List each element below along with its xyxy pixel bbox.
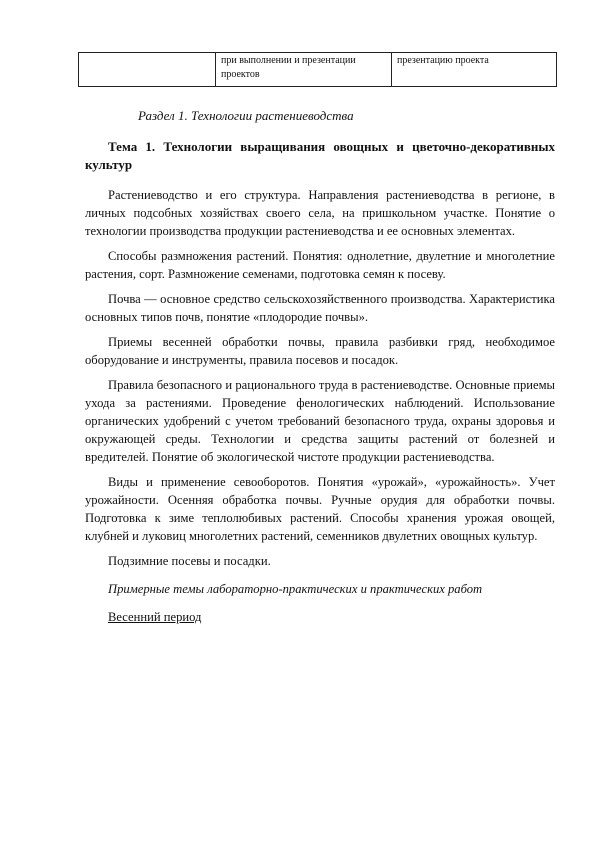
- section-title: Раздел 1. Технологии растениеводства: [138, 108, 354, 123]
- paragraph-1: Растениеводство и его структура. Направления растениеводства в регионе, в личных подсобных хозяйствах своего села, на пришкольном участке. Понятие о технологии производства продукции растениеводства и ее основных элементах.: [85, 188, 555, 238]
- spring-period-paragraph: [85, 608, 555, 626]
- table-cell-3: презентацию проекта: [392, 53, 557, 87]
- table-cell-1: [79, 53, 216, 87]
- practical-heading: Примерные темы лабораторно-практических и практических работ: [108, 582, 483, 596]
- table-cell-2: при выполнении и презентации проектов: [216, 53, 392, 87]
- top-table: [78, 52, 557, 87]
- body-text: [85, 186, 555, 633]
- topic-title: Тема 1. Технологии выращивания овощных и цветочно-декоративных культур: [85, 139, 555, 172]
- table-row: [79, 53, 557, 87]
- paragraph-7: Подзимние посевы и посадки.: [108, 554, 271, 568]
- paragraph-4: Приемы весенней обработки почвы, правила разбивки гряд, необходимое оборудование и инструменты, правила посевов и посадок.: [85, 335, 555, 367]
- paragraph-5: Правила безопасного и рационального труда в растениеводстве. Основные приемы ухода за растениями. Проведение фенологических наблюдений. Использование органических удобрений с учетом требований безопасного труда, охраны здоровья и окружающей среды. Технологии и средства защиты растений от болезней и вредителей. Понятие об экологической чистоте продукции растениеводства.: [85, 378, 555, 464]
- paragraph-6: Виды и применение севооборотов. Понятия «урожай», «урожайность». Учет урожайности. Осенняя обработка почвы. Ручные орудия для обработки почвы. Подготовка к зиме теплолюбивых растений. Способы хранения урожая овощей, клубней и луковиц многолетних растений, семенников двулетних овощных культур.: [85, 475, 555, 543]
- spring-period-heading: Весенний период: [108, 610, 202, 624]
- paragraph-3: Почва — основное средство сельскохозяйственного производства. Характеристика основных типов почв, понятие «плодородие почвы».: [85, 292, 555, 324]
- paragraph-2: Способы размножения растений. Понятия: однолетние, двулетние и многолетние растения, сорт. Размножение семенами, подготовка семян к посеву.: [85, 249, 555, 281]
